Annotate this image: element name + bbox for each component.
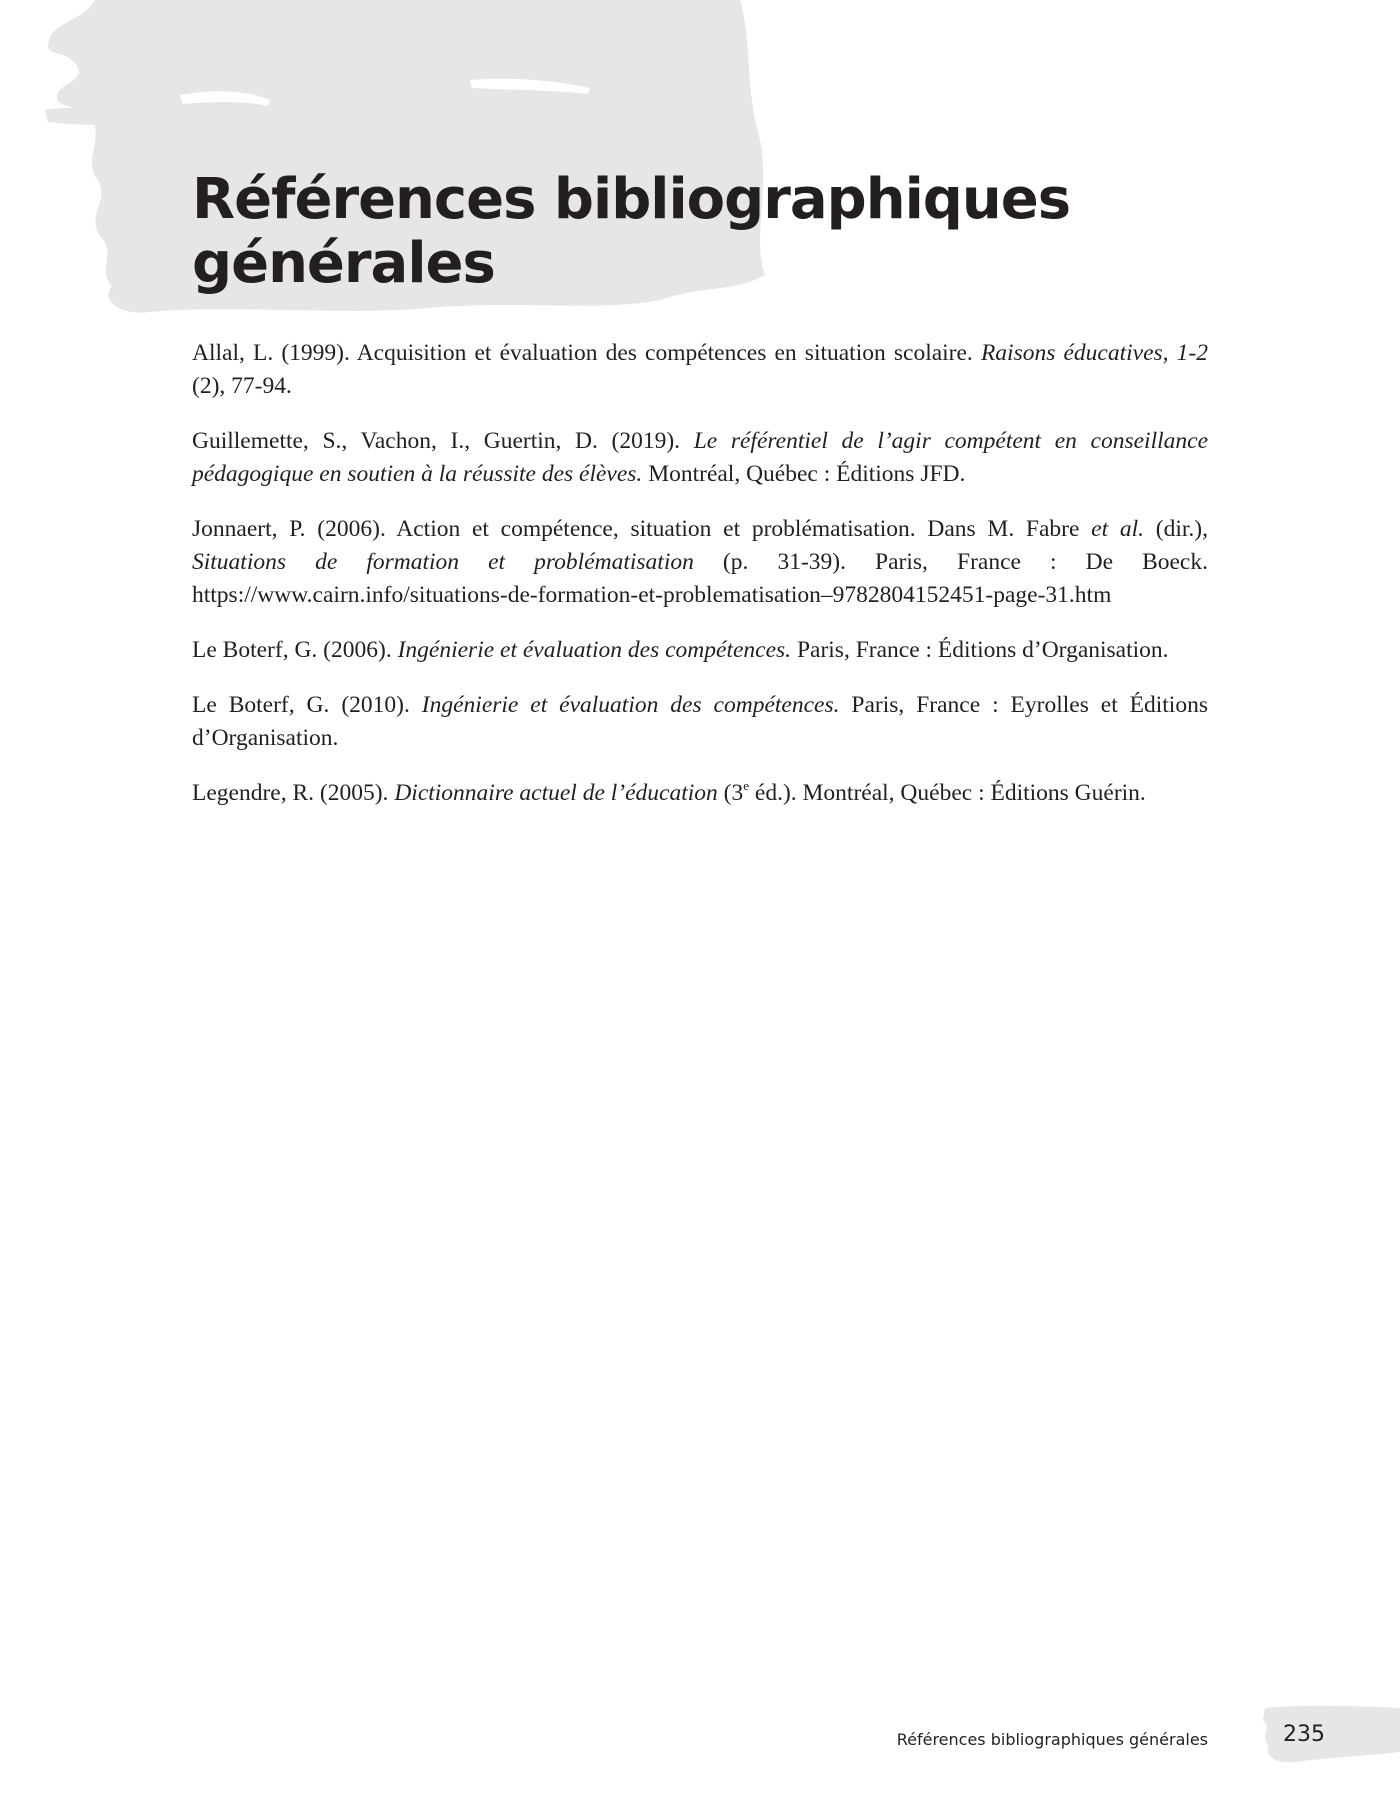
page-title-line-1: Références bibliographiques: [192, 167, 1071, 232]
book-title: Ingénierie et évaluation des compétences.: [421, 692, 840, 718]
book-title: Dictionnaire actuel de l’éducation: [394, 780, 718, 806]
edition-superscript: e: [743, 778, 750, 793]
reference-allal-1999: Allal, L. (1999). Acquisition et évaluation des compétences en situation scolaire. Raisons éducatives, 1-2 (2), 77-94.: [192, 340, 1208, 399]
page-title: [192, 168, 1192, 296]
page-title-line-2: générales: [192, 231, 495, 296]
et-al: et al.: [1091, 516, 1145, 542]
book-title: Le référentiel de l’agir compétent en conseillance pédagogique en soutien à la réussite des élèves.: [192, 428, 1209, 487]
book-title: Ingénierie et évaluation des compétences.: [397, 637, 792, 663]
reference-list: [192, 337, 1208, 832]
footer-brush-decoration: [1255, 1700, 1400, 1770]
reference-url-text: (p. 31-39). Paris, France : De Boeck. https://www.cairn.info/situations-de-formation-et-problematisation–9782804152451-page-31.htm: [192, 549, 1208, 608]
page-number: 235: [1283, 1722, 1325, 1747]
reference-jonnaert-2006: Jonnaert, P. (2006). Action et compétence, situation et problématisation. Dans M. Fabre et al. (dir.), Situations de formation et problématisation (p. 31-39). Paris, France : De Boeck. https://www.cairn.info/situations-de-formation-et-problematisation–9782804152451-page-31.htm: [192, 516, 1208, 608]
reference-legendre-2005: Legendre, R. (2005). Dictionnaire actuel de l’éducation (3e éd.). Montréal, Québec : Éditions Guérin.: [192, 778, 1146, 806]
book-title: Situations de formation et problématisation: [192, 549, 694, 575]
reference-le-boterf-2006: Le Boterf, G. (2006). Ingénierie et évaluation des compétences. Paris, France : Éditions d’Organisation.: [192, 637, 1169, 663]
reference-guillemette-2019: Guillemette, S., Vachon, I., Guertin, D. (2019). Le référentiel de l’agir compétent en conseillance pédagogique en soutien à la réussite des élèves. Montréal, Québec : Éditions JFD.: [192, 428, 1209, 487]
running-footer-title: Références bibliographiques générales: [896, 1730, 1208, 1749]
reference-le-boterf-2010: Le Boterf, G. (2010). Ingénierie et évaluation des compétences. Paris, France : Eyrolles et Éditions d’Organisation.: [192, 692, 1208, 751]
journal-title: Raisons éducatives, 1-2: [980, 340, 1208, 366]
